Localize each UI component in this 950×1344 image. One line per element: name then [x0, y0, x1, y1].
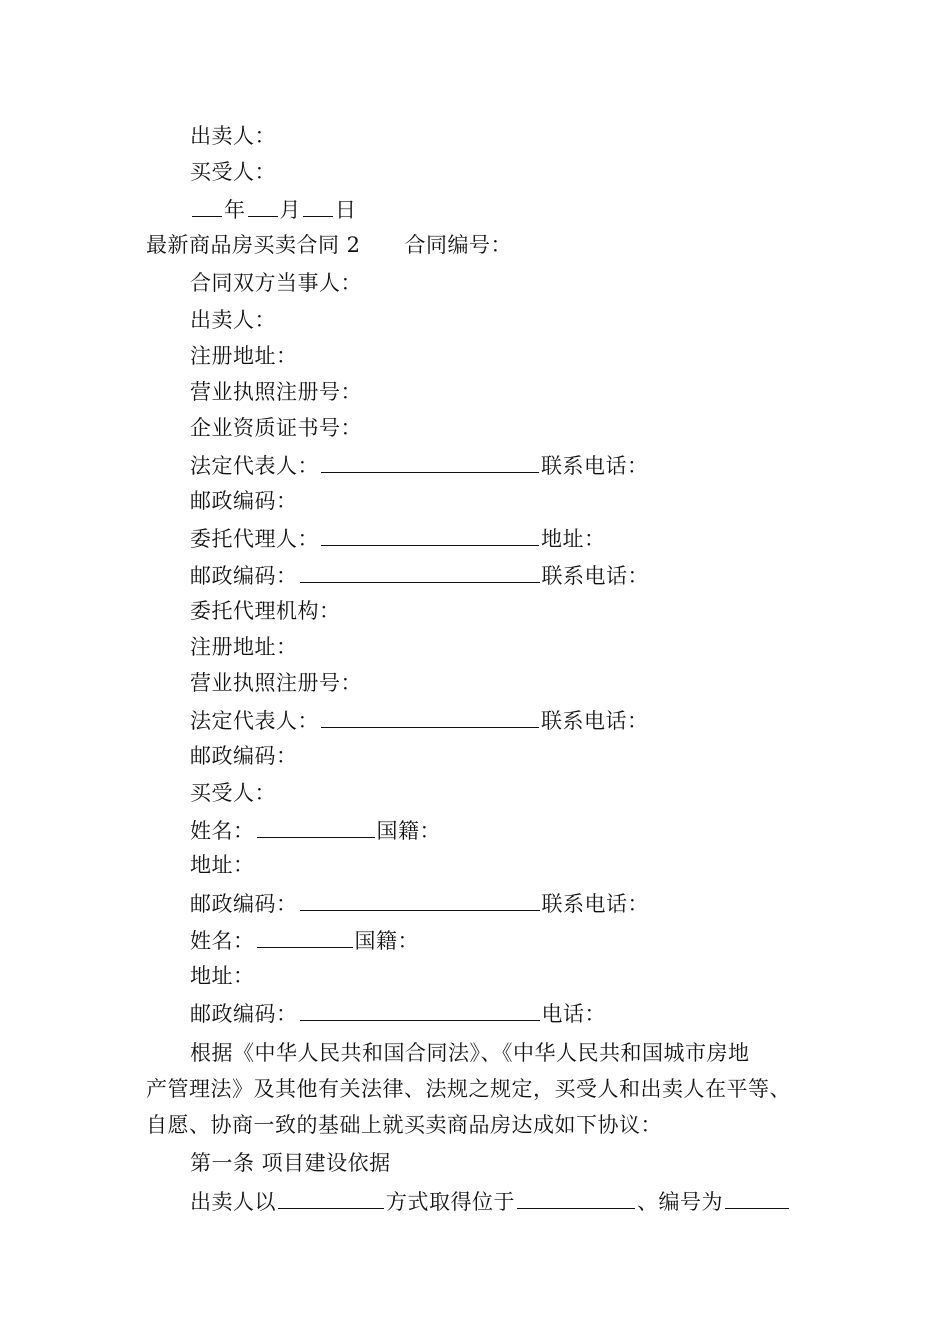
- article-1-text-line: [190, 1186, 791, 1216]
- seller-license-label: 营业执照注册号：: [190, 380, 362, 404]
- buyer-label: 买受人：: [190, 781, 276, 805]
- buyer-phone-label: 联系电话：: [541, 892, 649, 916]
- article-1-heading: 第一条 项目建设依据: [190, 1151, 391, 1175]
- year-label: 年: [224, 198, 246, 222]
- agency-line: [190, 597, 341, 625]
- month-label: 月: [279, 198, 301, 222]
- article-1-text-c: 、编号为: [637, 1190, 723, 1214]
- article-1-text-a: 出卖人以: [190, 1190, 276, 1214]
- seller-agent-label: 委托代理人：: [190, 527, 319, 551]
- seller-phone-label: 联系电话：: [541, 454, 649, 478]
- buyer-postcode2-line: [190, 998, 606, 1028]
- article-1-heading-line: [190, 1149, 391, 1177]
- agency-postcode-label: 邮政编码：: [190, 744, 298, 768]
- signature-seller-label: 出卖人：: [190, 124, 276, 148]
- signature-seller-line: [190, 122, 276, 150]
- seller-license-line: [190, 378, 362, 406]
- seller-legal-rep-label: 法定代表人：: [190, 454, 319, 478]
- preamble-text-1: 根据《中华人民共和国合同法》、《中华人民共和国城市房地: [190, 1041, 750, 1065]
- buyer-name2-label: 姓名：: [190, 929, 255, 953]
- buyer-name-label: 姓名：: [190, 819, 255, 843]
- title-line: [146, 231, 512, 259]
- buyer-postcode2-blank: [300, 998, 540, 1021]
- seller-postcode-label: 邮政编码：: [190, 489, 298, 513]
- agency-legal-rep-blank: [321, 705, 539, 728]
- agency-legal-rep-line: [190, 705, 649, 735]
- buyer-name-line: [190, 815, 441, 845]
- signature-date-line: [190, 194, 357, 224]
- buyer-name2-blank: [257, 925, 353, 948]
- year-blank: [192, 194, 222, 217]
- article-1-blank-b: [517, 1186, 635, 1209]
- day-blank: [303, 194, 333, 217]
- agency-license-label: 营业执照注册号：: [190, 671, 362, 695]
- seller-label: 出卖人：: [190, 308, 276, 332]
- agency-reg-address-line: [190, 633, 298, 661]
- buyer-address2-line: [190, 962, 255, 990]
- parties-heading: 合同双方当事人：: [190, 271, 362, 295]
- parties-heading-line: [190, 269, 362, 297]
- seller-qualification-line: [190, 414, 362, 442]
- agency-phone-label: 联系电话：: [541, 709, 649, 733]
- buyer-postcode-blank: [300, 888, 540, 911]
- seller-reg-address-line: [190, 342, 298, 370]
- preamble-text-3: 自愿、协商一致的基础上就买卖商品房达成如下协议：: [146, 1113, 662, 1137]
- buyer-line: [190, 779, 276, 807]
- month-blank: [248, 194, 278, 217]
- buyer-nationality2-label: 国籍：: [354, 929, 419, 953]
- preamble-line-1: [190, 1039, 750, 1067]
- seller-qualification-label: 企业资质证书号：: [190, 416, 362, 440]
- seller-reg-address-label: 注册地址：: [190, 344, 298, 368]
- preamble-line-2: [146, 1075, 791, 1103]
- seller-legal-rep-line: [190, 450, 649, 480]
- buyer-nationality-label: 国籍：: [376, 819, 441, 843]
- seller-agent-blank: [321, 523, 539, 546]
- seller-phone2-label: 联系电话：: [541, 564, 649, 588]
- article-1-text-b: 方式取得位于: [386, 1190, 515, 1214]
- buyer-name-blank: [257, 815, 375, 838]
- buyer-name2-line: [190, 925, 419, 955]
- agency-label: 委托代理机构：: [190, 599, 341, 623]
- preamble-line-3: [146, 1111, 662, 1139]
- agency-legal-rep-label: 法定代表人：: [190, 709, 319, 733]
- preamble-text-2: 产管理法》及其他有关法律、法规之规定，买受人和出卖人在平等、: [146, 1077, 791, 1101]
- buyer-postcode-label: 邮政编码：: [190, 892, 298, 916]
- day-label: 日: [335, 198, 357, 222]
- seller-address-label: 地址：: [541, 527, 606, 551]
- article-1-blank-c: [725, 1186, 789, 1209]
- seller-line: [190, 306, 276, 334]
- seller-postcode2-blank: [300, 560, 540, 583]
- buyer-postcode2-label: 邮政编码：: [190, 1002, 298, 1026]
- seller-postcode2-line: [190, 560, 649, 590]
- buyer-phone2-label: 电话：: [541, 1002, 606, 1026]
- seller-postcode2-label: 邮政编码：: [190, 564, 298, 588]
- agency-postcode-line: [190, 742, 298, 770]
- seller-postcode-line: [190, 487, 298, 515]
- buyer-address-label: 地址：: [190, 853, 255, 877]
- buyer-postcode-line: [190, 888, 649, 918]
- seller-agent-line: [190, 523, 606, 553]
- signature-buyer-line: [190, 158, 276, 186]
- buyer-address2-label: 地址：: [190, 964, 255, 988]
- agency-reg-address-label: 注册地址：: [190, 635, 298, 659]
- agency-license-line: [190, 669, 362, 697]
- document-title: 最新商品房买卖合同 2: [146, 233, 361, 257]
- buyer-address-line: [190, 851, 255, 879]
- article-1-blank-a: [278, 1186, 384, 1209]
- contract-number-label: 合同编号：: [404, 233, 513, 257]
- seller-legal-rep-blank: [321, 450, 539, 473]
- signature-buyer-label: 买受人：: [190, 160, 276, 184]
